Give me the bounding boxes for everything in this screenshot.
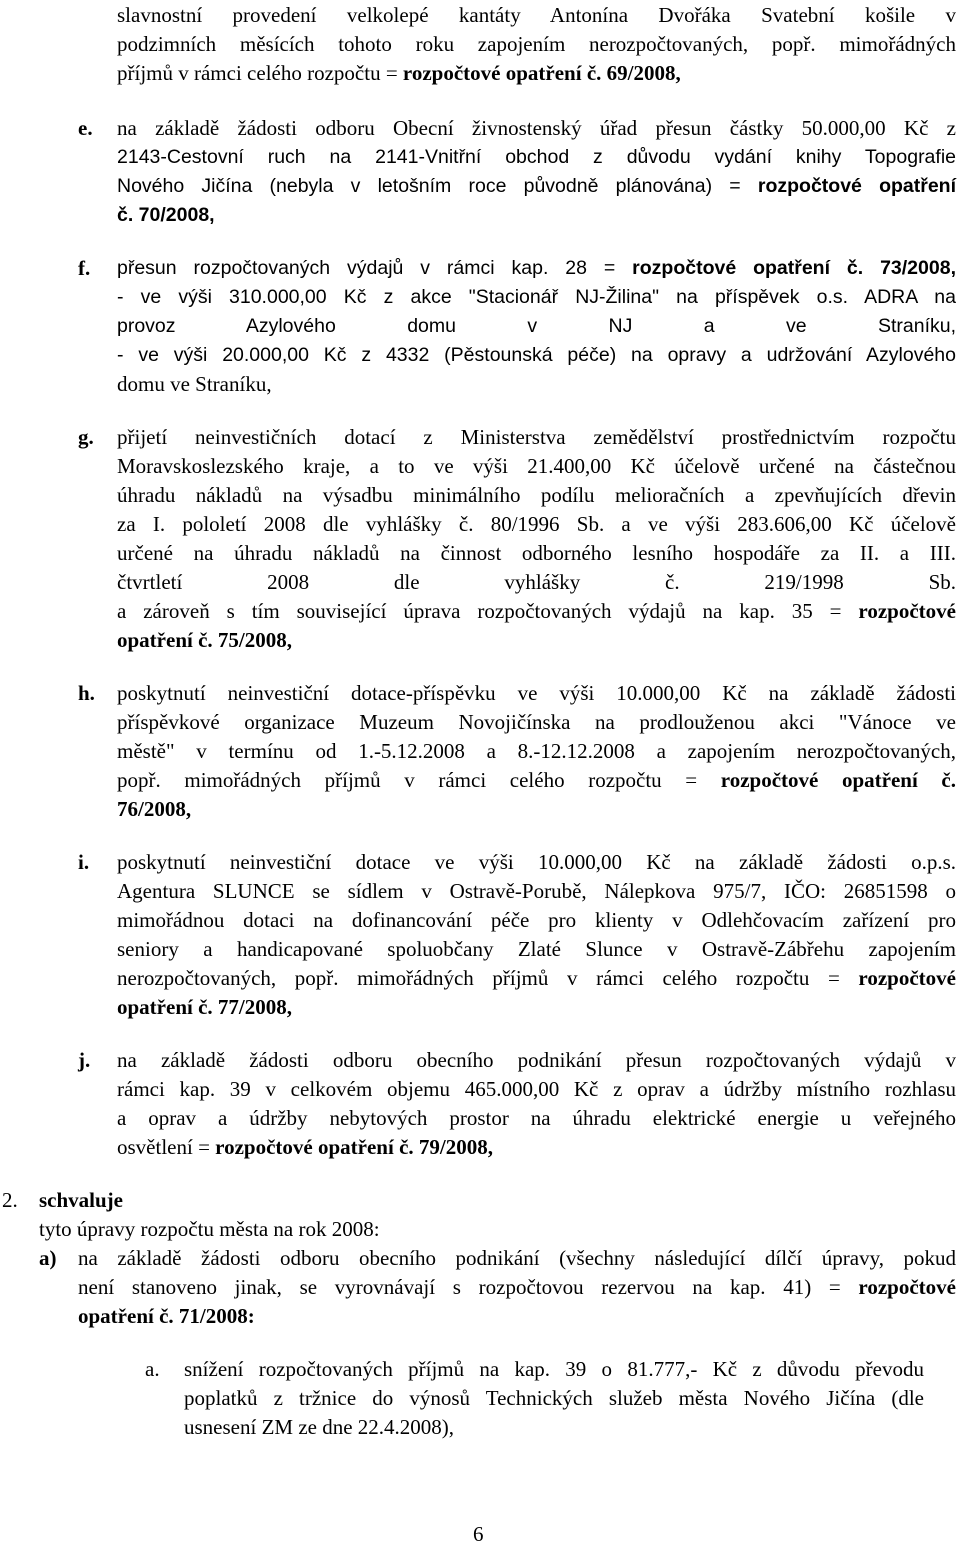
item-h-line-2: příspěvkové organizace Muzeum Novojičínska na prodlouženou akci "Vánoce ve (117, 710, 956, 734)
item-g-line-1: přijetí neinvestičních dotací z Ministerstva zemědělství prostřednictvím rozpočtu (117, 425, 956, 449)
item-g-line-8: opatření č. 75/2008, (117, 628, 292, 652)
item-i-line-1: poskytnutí neinvestiční dotace ve výši 10.000,00 Kč na základě žádosti o.p.s. (117, 850, 956, 874)
budget-measure: rozpočtové (858, 1275, 956, 1299)
subitem-a-line-2: není stanoveno jinak, se vyrovnávají s rozpočtovou rezervou na kap. 41) = rozpočtové (78, 1275, 956, 1299)
budget-measure: rozpočtové opatření č. (720, 768, 956, 792)
item-letter-h: h. (78, 681, 95, 705)
item-h-line-4: popř. mimořádných příjmů v rámci celého rozpočtu = rozpočtové opatření č. (117, 768, 956, 792)
item-g-line-2: Moravskoslezského kraje, a to ve výši 21.400,00 Kč účelově určené na částečnou (117, 454, 956, 478)
item-letter-g: g. (78, 425, 94, 449)
budget-measure: rozpočtové opatření č. (632, 257, 864, 279)
continuation-line-3: příjmů v rámci celého rozpočtu = rozpočtové opatření č. 69/2008, (117, 61, 681, 85)
nested-a-line-1: snížení rozpočtovaných příjmů na kap. 39 o 81.777,- Kč z důvodu převodu (184, 1357, 924, 1381)
item-g-line-4: za I. pololetí 2008 dle vyhlášky č. 80/1996 Sb. a ve výši 283.606,00 Kč účelově (117, 512, 956, 536)
item-f-line-5: domu ve Straníku, (117, 372, 272, 396)
section-heading: schvaluje (39, 1188, 123, 1212)
nested-letter-a: a. (145, 1357, 160, 1381)
page-number: 6 (473, 1522, 484, 1546)
item-h-line-5: 76/2008, (117, 797, 192, 821)
nested-a-line-2: poplatků z tržnice do výnosů Technických služeb města Nového Jičína (dle (184, 1386, 924, 1410)
item-letter-e: e. (78, 116, 93, 140)
item-i-line-6: opatření č. 77/2008, (117, 995, 292, 1019)
continuation-line-1: slavnostní provedení velkolepé kantáty Antonína Dvořáka Svatební košile v (117, 3, 956, 27)
item-g-line-5: určené na úhradu nákladů na činnost odborného lesního hospodáře za II. a III. (117, 541, 956, 565)
item-e-line-1: na základě žádosti odboru Obecní živnostenský úřad přesun částky 50.000,00 Kč z (117, 116, 956, 140)
subitem-letter-a: a) (39, 1246, 57, 1270)
item-g-line-3: úhradu nákladů na výsadbu minimálního podílu melioračních a zpevňujících dřevin (117, 483, 956, 507)
item-j-line-2: rámci kap. 39 v celkovém objemu 465.000,00 Kč z oprav a údržby místního rozhlasu (117, 1077, 956, 1101)
budget-measure: rozpočtové opatření č. 79/2008, (215, 1135, 493, 1159)
budget-measure: rozpočtové opatření (757, 175, 956, 197)
subitem-a-line-1: na základě žádosti odboru obecního podnikání (všechny následující dílčí úpravy, pokud (78, 1246, 956, 1270)
item-g-line-7: a zároveň s tím související úprava rozpočtovaných výdajů na kap. 35 = rozpočtové (117, 599, 956, 623)
section-number: 2. (2, 1188, 18, 1212)
item-i-line-5: nerozpočtovaných, popř. mimořádných příjmů v rámci celého rozpočtu = rozpočtové (117, 966, 956, 990)
item-j-line-4: osvětlení = rozpočtové opatření č. 79/2008, (117, 1135, 493, 1159)
nested-a-line-3: usnesení ZM ze dne 22.4.2008), (184, 1415, 455, 1439)
item-f-line-3: provoz Azylového domu v NJ a ve Straníku, (117, 315, 956, 337)
item-f-line-1: přesun rozpočtovaných výdajů v rámci kap. 28 = rozpočtové opatření č. 73/2008, (117, 257, 956, 279)
item-j-line-3: a oprav a údržby nebytových prostor na úhradu elektrické energie u veřejného (117, 1106, 956, 1130)
item-f-line-4: - ve výši 20.000,00 Kč z 4332 (Pěstounská péče) na opravy a udržování Azylového (117, 344, 956, 366)
item-h-line-1: poskytnutí neinvestiční dotace-příspěvku ve výši 10.000,00 Kč na základě žádosti (117, 681, 956, 705)
item-g-line-6: čtvrtletí 2008 dle vyhlášky č. 219/1998 Sb. (117, 570, 956, 594)
item-i-line-2: Agentura SLUNCE se sídlem v Ostravě-Porubě, Nálepkova 975/7, IČO: 26851598 o (117, 879, 956, 903)
section-intro: tyto úpravy rozpočtu města na rok 2008: (39, 1217, 380, 1241)
item-j-line-1: na základě žádosti odboru obecního podnikání přesun rozpočtovaných výdajů v (117, 1048, 956, 1072)
item-letter-j: j. (78, 1048, 91, 1072)
budget-measure: rozpočtové (858, 599, 956, 623)
item-e-line-2: 2143-Cestovní ruch na 2141-Vnitřní obchod z důvodu vydání knihy Topografie (117, 146, 956, 168)
budget-measure: rozpočtové (858, 966, 956, 990)
item-i-line-4: seniory a handicapované spoluobčany Zlaté Slunce v Ostravě-Zábřehu zapojením (117, 937, 956, 961)
item-i-line-3: mimořádnou dotaci na dofinancování péče pro klienty v Odlehčovacím zařízení pro (117, 908, 956, 932)
item-letter-i: i. (78, 850, 90, 874)
item-letter-f: f. (78, 256, 91, 280)
item-h-line-3: městě" v termínu od 1.-5.12.2008 a 8.-12.12.2008 a zapojením nerozpočtovaných, (117, 739, 956, 763)
item-e-line-4: č. 70/2008, (117, 204, 215, 226)
item-f-line-2: - ve výši 310.000,00 Kč z akce "Stacionář NJ-Žilina" na příspěvek o.s. ADRA na (117, 286, 956, 308)
subitem-a-line-3: opatření č. 71/2008: (78, 1304, 255, 1328)
continuation-line-2: podzimních měsících tohoto roku zapojením nerozpočtovaných, popř. mimořádných (117, 32, 956, 56)
budget-measure: rozpočtové opatření č. 69/2008, (402, 61, 681, 85)
item-e-line-3: Nového Jičína (nebyla v letošním roce původně plánována) = rozpočtové opatření (117, 175, 956, 197)
